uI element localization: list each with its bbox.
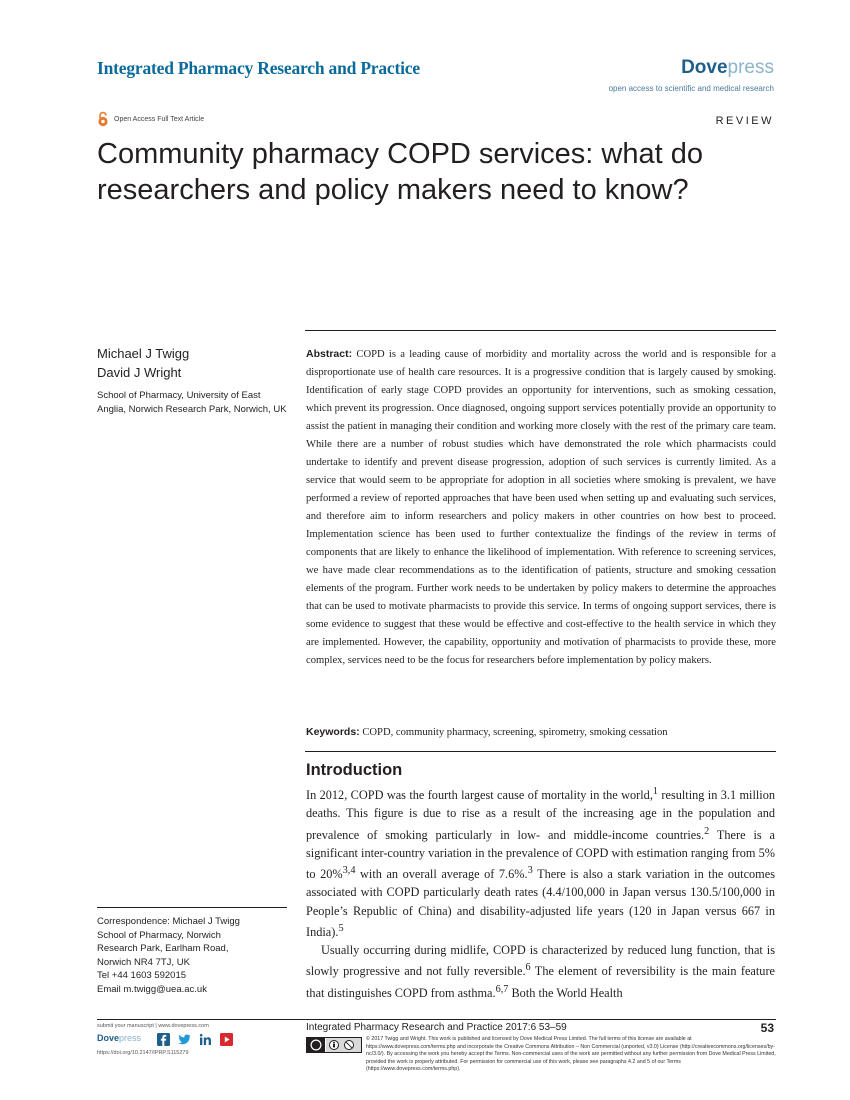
correspondence-address: Norwich NR4 7TJ, UK xyxy=(97,956,190,968)
logo-dove: Dove xyxy=(681,57,728,78)
abstract xyxy=(306,345,776,670)
keywords-label: Keywords: xyxy=(306,726,360,738)
creative-commons-icon[interactable] xyxy=(306,1037,362,1053)
keywords-text: COPD, community pharmacy, screening, spirometry, smoking cessation xyxy=(362,727,668,738)
journal-citation: Integrated Pharmacy Research and Practice 2017:6 53–59 xyxy=(306,1022,567,1033)
abstract-label: Abstract: xyxy=(306,348,353,360)
reference-link[interactable]: 6 xyxy=(525,962,531,974)
divider xyxy=(305,751,776,752)
page-number: 53 xyxy=(760,1021,774,1035)
reference-link[interactable]: 5 xyxy=(338,922,344,934)
author-list xyxy=(97,344,189,382)
introduction-body xyxy=(306,783,775,1002)
youtube-icon[interactable] xyxy=(220,1033,233,1046)
reference-link[interactable]: 6,7 xyxy=(495,983,509,995)
divider xyxy=(97,907,287,908)
divider xyxy=(97,1019,776,1020)
license-text: © 2017 Twigg and Wright. This work is published and licensed by Dove Medical Press Limited. The full terms of this license are available at https://www.dovepress.com/terms.php and incorporate the Creative Commons Attribution – Non Commercial (unported, v3.0) License (http://creativecommons.org/licenses/by-nc/3.0/). By accessing the work you hereby accept the Terms. Non-commercial uses of the work are permitted without any further permission from Dove Medical Press Limited, provided the work is properly attributed. For permission for commercial use of this work, please see paragraphs 4.2 and 5 of our Terms (https://www.dovepress.com/terms.php). xyxy=(366,1036,776,1073)
paragraph: In 2012, COPD was the fourth largest cause of mortality in the world,$^1$ resulting in 3.1 million deaths. This figure is due to rise as a result of the increasing age in the population and prevalence of smoking particularly in low- and middle-income countries.$^2$ There is a significant inter-country variation in the prevalence of COPD with estimation ranging from 5% to 20%$^{3,4}$ with an overall average of 7.6%.$^3$ There is also a stark variation in the outcomes associated with COPD particularly death rates (4.4/100,000 in Japan versus 130.5/100,000 in People’s Republic of China) and disability-adjusted life years (120 in Japan versus 667 in India).$^5$ xyxy=(306,786,776,939)
publisher-tagline: open access to scientific and medical research xyxy=(608,84,774,93)
correspondence-address: Research Park, Earlham Road, xyxy=(97,943,229,955)
abstract-text: COPD is a leading cause of morbidity and mortality across the world and is responsible for a disproportionate use of health care resources. It is a progressive condition that is largely caused by smoking. Identification of early stage COPD provides an opportunity for interventions, such as smoking cessation, which prevent its progression. Once diagnosed, ongoing support services potentially provide an opportunity to assist the patient in managing their condition and working more closely with the rest of the primary care team. While there are a number of robust studies which have demonstrated the role which pharmacists could undertake to identify and prevent disease progression, adoption of such services is currently limited. As a service that would seem to be appropriate for adoption in all societies where smoking is prevalent, we have performed a review of reported approaches that have been used when setting up and evaluating such services, and therefore aim to inform researchers and policy makers in other countries on how best to proceed. Implementation science has been used to further contextualize the findings of the review in terms of components that are likely to enhance the likelihood of implementation. With reference to screening services, we have made clear recommendations as to the identification of patients, structure and smoking cessation elements of the program. Further work needs to be undertaken by policy makers to determine the approaches that can be used to motivate pharmacists to provide this service. In terms of ongoing support services, there is some evidence to suggest that these would be effective and cost-effective to the health service in which they are implemented. However, the capability, opportunity and motivation of pharmacists to provide these, more complex, services need to be the focus for researchers before implementation by policy makers. xyxy=(306,349,776,666)
facebook-icon[interactable] xyxy=(157,1033,170,1046)
author-name[interactable]: David J Wright xyxy=(97,365,182,380)
open-access-badge xyxy=(97,111,204,127)
correspondence-address: School of Pharmacy, Norwich xyxy=(97,929,221,941)
paragraph: Usually occurring during midlife, COPD is characterized by reduced lung function, that is slowly progressive and not fully reversible.$^6$ The element of reversibility is the main feature that distinguishes COPD from asthma.$^{6,7}$ Both the World Health xyxy=(306,943,775,1000)
twitter-icon[interactable] xyxy=(178,1033,191,1046)
correspondence-block xyxy=(97,915,287,997)
journal-title: Integrated Pharmacy Research and Practice xyxy=(97,58,420,78)
author-name[interactable]: Michael J Twigg xyxy=(97,346,190,361)
article-type: REVIEW xyxy=(715,115,774,127)
correspondence-tel: Tel +44 1603 592015 xyxy=(97,970,187,982)
correspondence-name: Correspondence: Michael J Twigg xyxy=(97,916,240,927)
keywords xyxy=(306,723,776,742)
section-heading: Introduction xyxy=(306,761,403,779)
submit-manuscript-link[interactable]: submit your manuscript | www.dovepress.com xyxy=(97,1023,209,1029)
reference-link[interactable]: 2 xyxy=(704,825,710,837)
correspondence-email[interactable]: Email m.twigg@uea.ac.uk xyxy=(97,983,207,995)
reference-link[interactable]: 3 xyxy=(527,865,533,876)
author-affiliation: School of Pharmacy, University of East Anglia, Norwich Research Park, Norwich, UK xyxy=(97,390,287,415)
dovepress-logo[interactable] xyxy=(681,57,774,79)
linkedin-icon[interactable] xyxy=(199,1033,212,1046)
social-links xyxy=(157,1033,233,1046)
doi-link[interactable]: https://doi.org/10.2147/IPRP.S115279 xyxy=(97,1050,189,1056)
logo-press: press xyxy=(727,57,774,78)
divider xyxy=(305,330,776,331)
reference-link[interactable]: 3,4 xyxy=(342,865,356,876)
reference-link[interactable]: 1 xyxy=(652,786,659,797)
footer-dovepress-logo[interactable]: Dovepress xyxy=(97,1033,142,1043)
open-access-lock-icon xyxy=(97,111,109,127)
article-title: Community pharmacy COPD services: what do researchers and policy makers need to know? xyxy=(97,138,703,206)
open-access-text: Open Access Full Text Article xyxy=(114,115,205,123)
